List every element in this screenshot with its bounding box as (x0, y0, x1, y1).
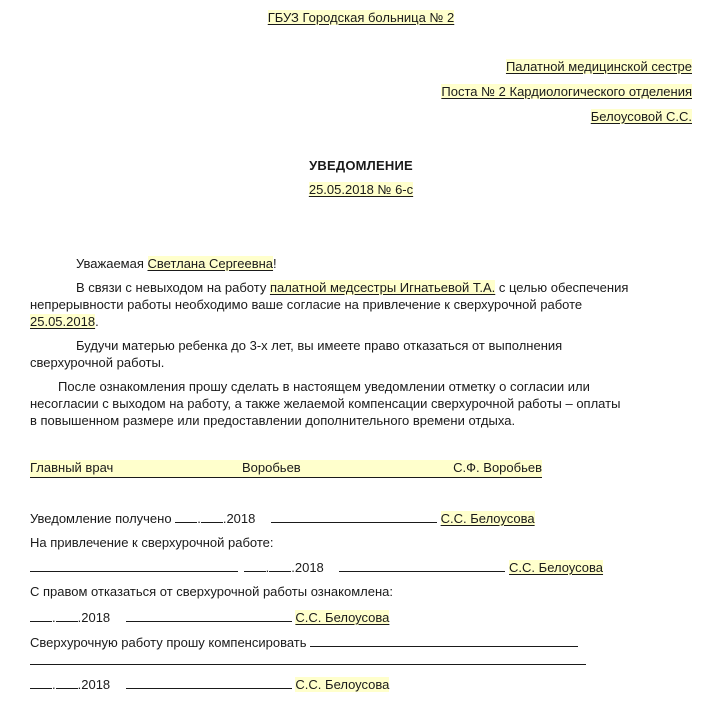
overtime-month-blank[interactable] (269, 559, 291, 572)
compensation-sign-row: . .2018 С.С. Белоусова (30, 676, 389, 693)
refuse-year: .2018 (77, 610, 111, 625)
received-month-blank[interactable] (201, 510, 223, 523)
refuse-ack-row: . .2018 С.С. Белоусова (30, 609, 389, 626)
paragraph-instructions: После ознакомления прошу сделать в настоящем уведомлении отметку о согласии или несогласии с выходом на работу, а также желаемой компенсации сверхурочной работы – оплаты в повышенном размере или предоставлении дополнительного времени отдыха. (30, 379, 621, 428)
overtime-signature-blank[interactable] (339, 559, 505, 572)
refuse-ack-label: С правом отказаться от сверхурочной работы ознакомлена: (30, 584, 393, 599)
signatory-sign: Воробьев (242, 460, 301, 475)
overtime-year: .2018 (291, 560, 324, 575)
document-date-number-line (0, 182, 715, 198)
addressee-position-field[interactable]: Палатной медицинской сестре (505, 59, 692, 74)
signature-row[interactable] (30, 460, 542, 478)
refuse-month-blank[interactable] (56, 609, 78, 622)
received-year: .2018 (222, 511, 256, 526)
refuse-signature-blank[interactable] (126, 609, 292, 622)
compensation-signature-blank[interactable] (126, 676, 292, 689)
addressee-department-field[interactable]: Поста № 2 Кардиологического отделения (441, 84, 692, 99)
overtime-date-field[interactable]: 25.05.2018 (30, 314, 96, 329)
compensation-month-blank[interactable] (56, 676, 78, 689)
compensation-day-blank[interactable] (30, 676, 52, 689)
overtime-day-blank[interactable] (244, 559, 266, 572)
greeting-prefix: Уважаемая (76, 256, 148, 271)
paragraph-overtime-request (30, 279, 630, 330)
received-row: Уведомление получено . .2018 С.С. Белоусова (30, 511, 535, 526)
organization-line (0, 10, 715, 26)
overtime-employee-name[interactable]: С.С. Белоусова (509, 560, 604, 575)
addressee-line-2 (441, 84, 692, 100)
compensation-label: Сверхурочную работу прошу компенсировать (30, 635, 307, 650)
compensation-continuation-row (30, 652, 586, 669)
greeting (76, 256, 277, 272)
paragraph-right-to-refuse: Будучи матерью ребенка до 3-х лет, вы имеете право отказаться от выполнения сверхурочной работы. (30, 338, 563, 370)
refuse-employee-name[interactable]: С.С. Белоусова (295, 610, 390, 625)
compensation-year: .2018 (77, 677, 111, 692)
document-date-number-field[interactable]: 25.05.2018 № 6-с (308, 182, 414, 197)
received-employee-name[interactable]: С.С. Белоусова (440, 511, 535, 526)
refuse-day-blank[interactable] (30, 609, 52, 622)
signatory-position: Главный врач (30, 460, 114, 475)
received-signature-blank[interactable] (271, 510, 437, 523)
greeting-name-field[interactable]: Светлана Сергеевна (147, 256, 274, 271)
overtime-consent-row: . .2018 С.С. Белоусова (30, 559, 603, 576)
compensation-row (30, 634, 578, 651)
compensation-continuation-blank[interactable] (30, 652, 586, 665)
document-title: УВЕДОМЛЕНИЕ (309, 158, 413, 173)
employee-field[interactable]: палатной медсестры Игнатьевой Т.А. (269, 280, 496, 295)
organization-field[interactable]: ГБУЗ Городская больница № 2 (267, 10, 455, 25)
overtime-consent-blank[interactable] (30, 559, 238, 572)
overtime-consent-label: На привлечение к сверхурочной работе: (30, 535, 274, 550)
received-label: Уведомление получено (30, 511, 172, 526)
signatory-name: С.Ф. Воробьев (453, 460, 542, 475)
compensation-blank[interactable] (310, 634, 578, 647)
addressee-name-field[interactable]: Белоусовой С.С. (590, 109, 692, 124)
compensation-employee-name[interactable]: С.С. Белоусова (295, 677, 390, 692)
p1-text-after: с целью обеспечения непрерывности работы необходимо ваше согласие на привлечение к сверхурочной работе (30, 280, 629, 312)
p1-text-before: В связи с невыходом на работу (76, 280, 270, 295)
received-day-blank[interactable] (175, 510, 197, 523)
greeting-suffix: ! (273, 256, 277, 271)
p1-end: . (95, 314, 99, 329)
addressee-line-1 (506, 59, 692, 75)
addressee-line-3 (591, 109, 692, 125)
